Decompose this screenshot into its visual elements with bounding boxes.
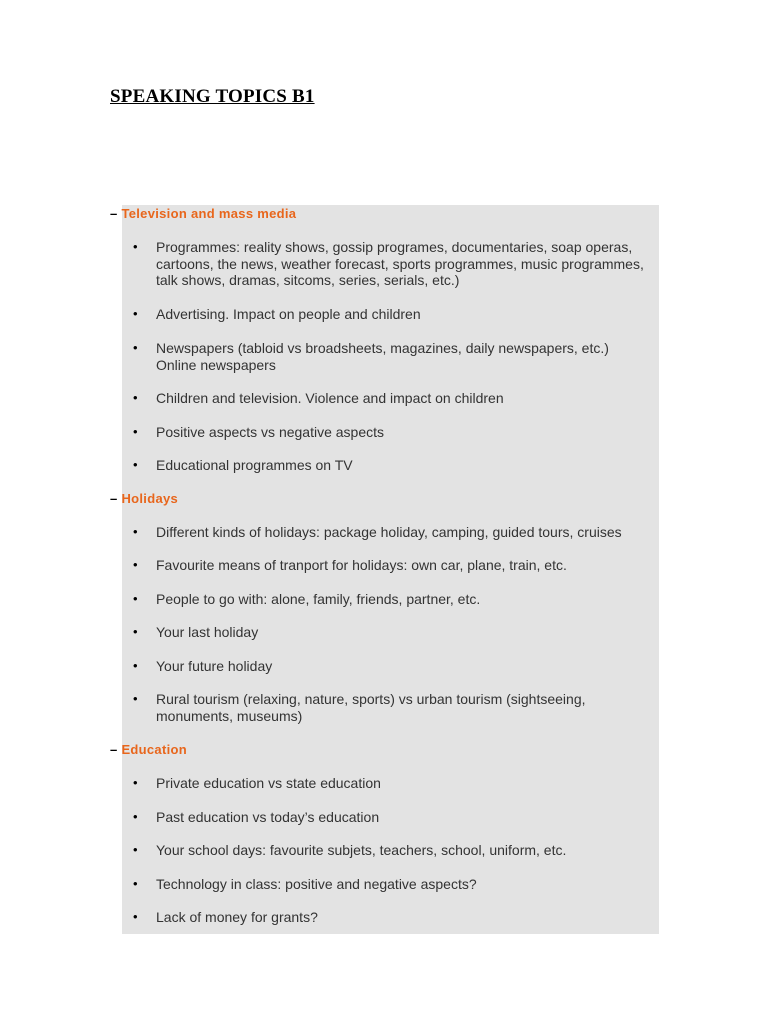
- list-item: [110, 390, 659, 407]
- list-item-text: Favourite means of tranport for holidays: own car, plane, train, etc.: [156, 557, 567, 573]
- bullet-icon: •: [133, 842, 138, 857]
- bullet-icon: •: [133, 423, 138, 439]
- bullet-icon: •: [133, 340, 138, 355]
- bullet-icon: •: [133, 305, 138, 321]
- bullet-icon: •: [133, 590, 138, 606]
- bullet-icon: •: [133, 691, 138, 706]
- section-education: [110, 741, 659, 926]
- list-item-text: Advertising. Impact on people and children: [156, 305, 421, 322]
- list-item: [110, 658, 659, 675]
- list-item-text: Educational programmes on TV: [156, 457, 353, 473]
- list-item-text: Positive aspects vs negative aspects: [156, 423, 385, 440]
- list-item: [110, 842, 659, 859]
- document-title: SPEAKING TOPICS B1: [110, 86, 315, 107]
- bullet-icon: •: [133, 657, 138, 673]
- bullet-icon: •: [133, 457, 138, 472]
- topics-panel: [110, 205, 659, 934]
- list-item-text: Different kinds of holidays: package holiday, camping, guided tours, cruises: [156, 523, 622, 540]
- list-item: [110, 775, 659, 792]
- heading-dash: –: [110, 206, 122, 221]
- bullet-icon: •: [133, 390, 138, 405]
- list-item: [110, 909, 659, 926]
- heading-label: Holidays: [121, 490, 179, 506]
- list-item: [110, 524, 659, 541]
- list-item: [110, 557, 659, 574]
- heading-dash: –: [110, 742, 122, 757]
- list-item-text: Past education vs today’s education: [156, 808, 380, 825]
- list-item-text: Rural tourism (relaxing, nature, sports) vs urban tourism (sightseeing, monuments, museums): [156, 691, 586, 724]
- list-item: [110, 691, 659, 724]
- bullet-icon: •: [133, 239, 138, 254]
- list-item: [110, 591, 659, 608]
- topic-list-television: [110, 239, 659, 474]
- section-television: [110, 205, 659, 474]
- section-holidays: [110, 490, 659, 725]
- bullet-icon: •: [133, 909, 138, 924]
- bullet-icon: •: [133, 557, 138, 572]
- section-heading-education: [110, 741, 659, 758]
- bullet-icon: •: [133, 624, 138, 639]
- list-item: [110, 306, 659, 323]
- list-item: [110, 239, 659, 289]
- list-item-text: Newspapers (tabloid vs broadsheets, magazines, daily newspapers, etc.) Online newspapers: [156, 340, 609, 373]
- topic-list-education: [110, 775, 659, 926]
- section-heading-television: [110, 205, 659, 222]
- bullet-icon: •: [133, 808, 138, 824]
- heading-dash: –: [110, 490, 122, 506]
- list-item: [110, 424, 659, 441]
- list-item-text: Children and television. Violence and impact on children: [156, 390, 504, 406]
- heading-label: Education: [121, 742, 187, 757]
- list-item: [110, 809, 659, 826]
- bullet-icon: •: [133, 775, 138, 790]
- list-item: [110, 340, 659, 373]
- topic-list-holidays: [110, 524, 659, 725]
- bullet-icon: •: [133, 875, 138, 891]
- list-item-text: People to go with: alone, family, friends, partner, etc.: [156, 590, 481, 607]
- section-heading-holidays: [110, 490, 659, 507]
- list-item-text: Technology in class: positive and negative aspects?: [156, 875, 477, 892]
- list-item-text: Your school days: favourite subjets, teachers, school, uniform, etc.: [156, 842, 567, 858]
- list-item-text: Lack of money for grants?: [156, 909, 318, 925]
- list-item-text: Private education vs state education: [156, 775, 381, 791]
- list-item-text: Programmes: reality shows, gossip programes, documentaries, soap operas, cartoons, the news, weather forecast, sports programmes, music programmes, talk shows, dramas, sitcoms, series, serials, etc.): [156, 239, 644, 288]
- list-item-text: Your last holiday: [156, 624, 259, 640]
- list-item-text: Your future holiday: [156, 657, 273, 674]
- list-item: [110, 876, 659, 893]
- heading-label: Television and mass media: [121, 206, 297, 221]
- bullet-icon: •: [133, 523, 138, 539]
- list-item: [110, 457, 659, 474]
- list-item: [110, 624, 659, 641]
